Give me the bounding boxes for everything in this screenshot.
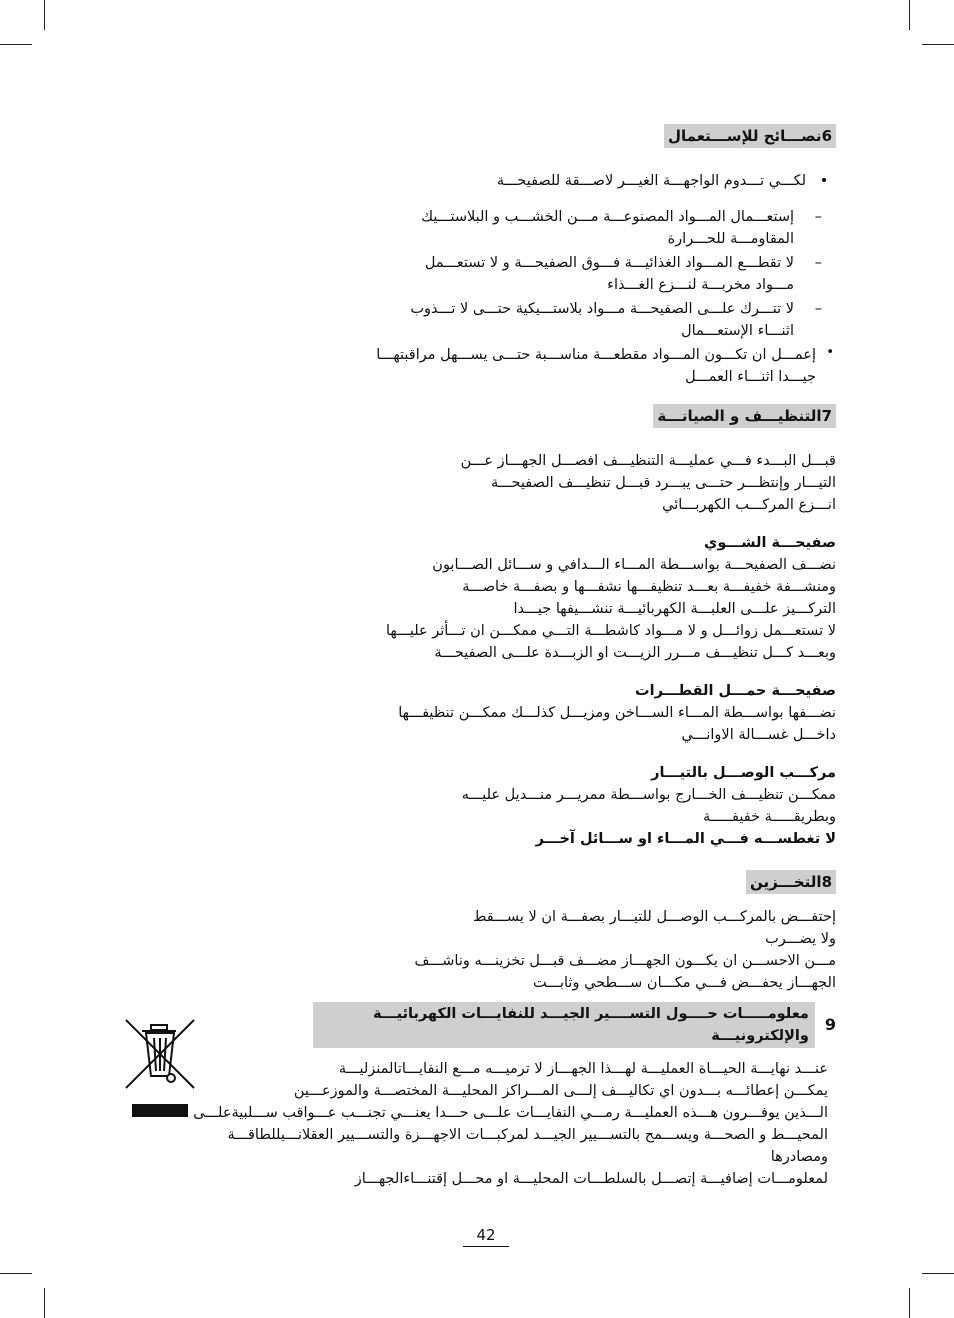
crop-mark [44, 1288, 45, 1318]
plate-heading: صفيحـــة الشـــوي [704, 535, 836, 551]
section-9-paragraph: عنـــد نهايـــة الحيـــاة العمليـــة لهـــذا الجهـــاز لا ترميـــه مـــع النفايـــاتالمنزليـــة يمكـــن إعطائـــه بـــدون اي تكاليـــف إلـــى المـــراكز المحليـــة المختصـــة والموزعـــين الـــذين يوفـــرون هـــذه العمليـــة رمـــي النفايـــات علـــى حـــدا يعنـــي تجنـــب عـــواقب ســـلبيةعلـــى المحيـــط و الصحـــة ويســـمح بالتســـيير الجيـــد لمركبـــات الاجهـــزة والتســـيير العقلانـــيللطاقـــة ومصادرها لمعلومـــات إضافيـــة إتصـــل بالسلطـــات المحليـــة او محـــل إقتنـــاءالجهـــاز [193, 1061, 828, 1187]
connector-heading: مركـــب الوصـــل بالتيـــار [651, 765, 836, 781]
section-6-bullet: •لكـــي تـــدوم الواجهـــة الغيـــر لاصـــقة للصفيحـــة [496, 173, 829, 189]
crop-mark [922, 44, 954, 45]
plate-paragraph: نضـــف الصفيحـــة بواســـطة المـــاء الـــدافي و ســـائل الصـــابون ومنشـــفة خفيفـــة بعـــد تنظيفـــها نشفـــها و بصفـــة خاصـــة التركـــيز علـــى العلبـــة الكهربائيـــة تنشـــيفها جيـــدا لا تستعـــمل زوائـــل و لا مـــواد كاشطـــة التـــي ممكـــن ان تـــأثر عليـــها وبعـــد كـــل تنظيـــف مـــرر الزيـــت او الزبـــدة علـــى الصفيحـــة [385, 557, 836, 661]
section-9-number: 9 [824, 1015, 836, 1034]
marking-bar [132, 1104, 188, 1117]
crop-mark [909, 0, 910, 30]
crop-mark [0, 1273, 32, 1274]
section-9-header [180, 1002, 836, 1048]
section-9-title: معلومـــــات حــــول التســــير الجيـــد للنفايـــات الكهربائيـــة والإلكترونيـــة [313, 1002, 815, 1048]
document-body [180, 118, 836, 1048]
connector-paragraph: ممكـــن تنظيـــف الخـــارج بواســـطة ممريـــر منـــديل عليـــه وبطريقـــــة خفيفـــــة لا تغطســـه فـــي المـــاء او ســـائل آخـــر [461, 787, 836, 847]
page-number: 42 [463, 1226, 509, 1247]
crop-mark [922, 1273, 954, 1274]
list-item: – لا تتـــرك علـــى الصفيحـــة مـــواد بلاستـــيكية حتـــى لا تـــذوب اثنـــاء الإستعـــمال [410, 301, 822, 339]
list-item: – لا تقطـــع المـــواد الغذائيـــة فـــوق الصفيحـــة و لا تستعـــمل مـــواد مخربـــة لنـــزع الغـــذاء [424, 255, 822, 293]
section-6-title: 6نصـــائح للإســـتعمال [664, 124, 836, 148]
crop-mark [909, 1288, 910, 1318]
crop-mark [44, 0, 45, 30]
section-7-intro: قبـــل البـــدء فـــي عمليـــة التنظيـــف افصـــل الجهـــاز عـــن التيـــار وإنتظـــر حتـــى يبـــرد قبـــل تنظيـــف الصفيحـــة انـــزع المركـــب الكهربـــائي [460, 453, 836, 513]
section-7-title: 7التنظيـــف و الصيانـــة [653, 404, 836, 428]
section-8-title: 8التخـــزين [746, 870, 836, 894]
tray-paragraph: نضـــفها بواســـطة المـــاء الســـاخن ومزيـــل كذلـــك ممكـــن تنظيفـــها داخـــل غســـالة الاوانـــي [398, 705, 836, 743]
section-8-paragraph: إحتفـــض بالمركـــب الوصـــل للتيـــار بصفـــة ان لا يســـقط ولا يضـــرب مـــن الاحســـن ان يكـــون الجهـــاز مضـــف قبـــل تخزينـــه وناشـــف الجهـــاز يحفـــض فـــي مكـــان ســـطحي وثابـــت [414, 909, 836, 991]
list-item: – إستعـــمال المـــواد المصنوعـــة مـــن الخشـــب و البلاستـــيك المقاومـــة للحـــرارة [421, 209, 822, 247]
list-item: • إعمـــل ان تكـــون المـــواد مقطعـــة مناســـبة حتـــى يســـهل مراقبتهـــا جيـــدا اثنـــاء العمـــل [376, 345, 834, 385]
crop-mark [0, 44, 32, 45]
tray-heading: صفيحـــة حمـــل القطـــرات [635, 683, 836, 699]
crossed-out-bin-icon [124, 1016, 198, 1092]
